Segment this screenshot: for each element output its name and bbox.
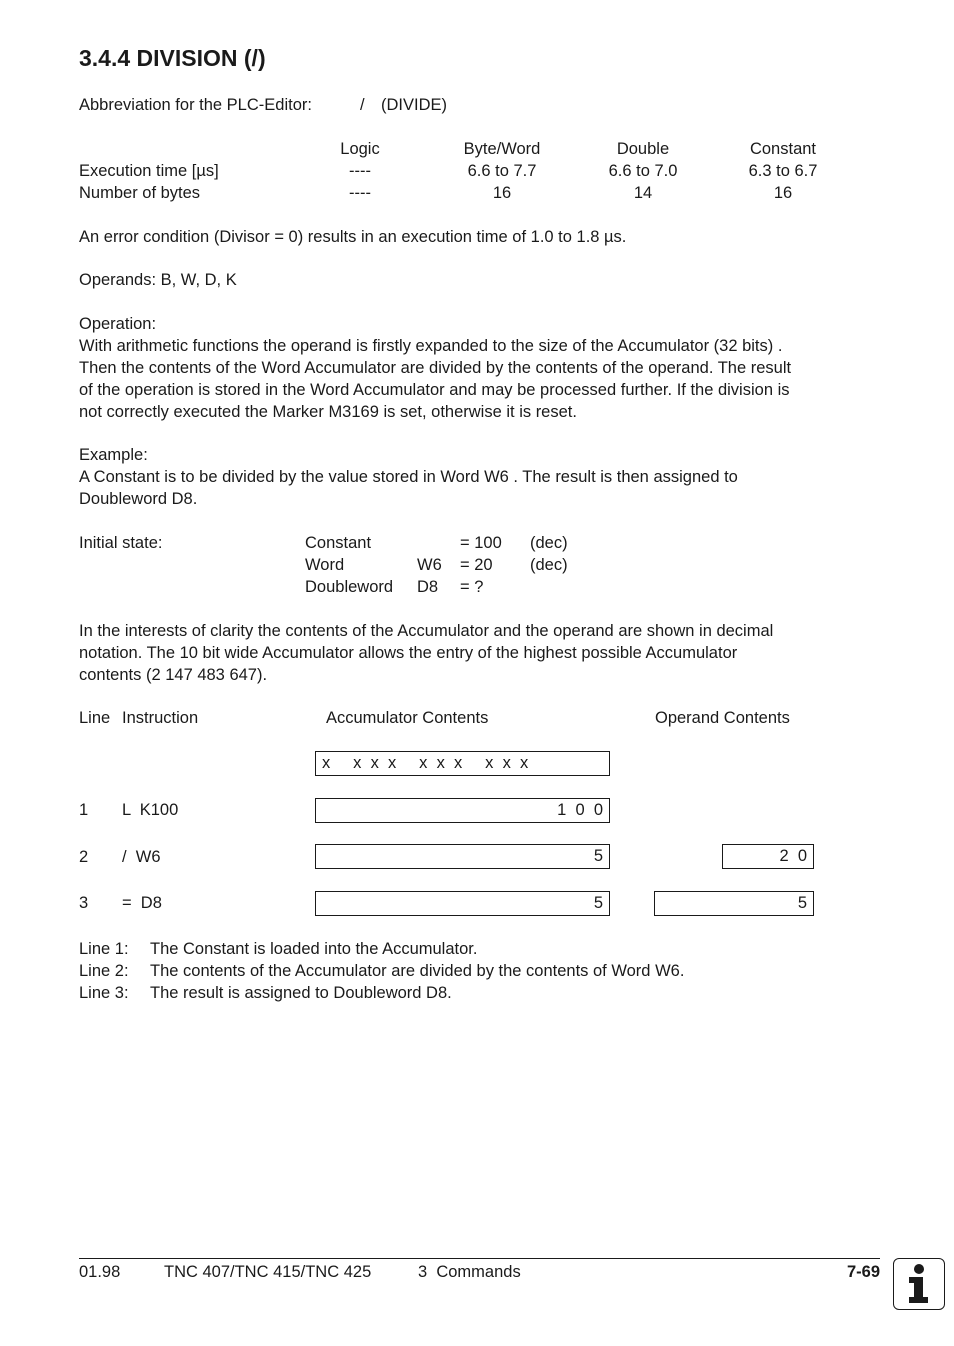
initial-state-name: Constant (305, 534, 372, 552)
initial-state-value: = ? (460, 578, 484, 596)
operand-box (654, 891, 814, 916)
accumulator-box (315, 798, 610, 823)
operation-line: of the operation is stored in the Word Accumulator and may be processed further. If the division is (79, 381, 790, 399)
accumulator-box (315, 891, 610, 916)
clarity-line: In the interests of clarity the contents of the Accumulator and the operand are shown in decimal (79, 622, 774, 640)
footer-chapter: 3 Commands (418, 1263, 521, 1281)
abbrev-symbol: / (360, 96, 365, 114)
example-line: A Constant is to be divided by the value stored in Word W6 . The result is then assigned to (79, 468, 738, 486)
note-label: Line 3: (79, 984, 129, 1002)
diagram-instruction: = D8 (122, 894, 162, 912)
timing-cell: 6.6 to 7.0 (608, 162, 678, 180)
initial-state-name: Doubleword (305, 578, 394, 596)
timing-row-label: Execution time [µs] (79, 162, 219, 180)
operand-box (722, 844, 814, 869)
accumulator-value: 5 (593, 847, 603, 865)
note-label: Line 1: (79, 940, 129, 958)
timing-cell: 16 (492, 184, 512, 202)
initial-state-value: = 100 (460, 534, 502, 552)
footer-date: 01.98 (79, 1263, 121, 1281)
initial-state-unit: (dec) (530, 556, 568, 574)
diagram-line-number: 3 (79, 894, 89, 912)
timing-header-constant: Constant (749, 140, 817, 158)
operands-text: Operands: B, W, D, K (79, 271, 237, 289)
diagram-instruction: L K100 (122, 801, 179, 819)
accumulator-value: 1 0 0 (557, 801, 603, 819)
diagram-line-number: 1 (79, 801, 89, 819)
footer-models: TNC 407/TNC 415/TNC 425 (164, 1263, 372, 1281)
timing-cell: 14 (633, 184, 653, 202)
clarity-line: notation. The 10 bit wide Accumulator allows the entry of the highest possible Accumulator (79, 644, 738, 662)
diagram-instruction: / W6 (122, 848, 161, 866)
info-icon (893, 1258, 945, 1310)
initial-state-label: Initial state: (79, 534, 163, 552)
section-title: 3.4.4 DIVISION (/) (79, 45, 266, 71)
operand-value: 5 (797, 894, 807, 912)
operation-line: With arithmetic functions the operand is firstly expanded to the size of the Accumulator (32 bits) . (79, 337, 783, 355)
info-icon-glyph (894, 1259, 943, 1308)
initial-state-value: = 20 (460, 556, 493, 574)
accumulator-box (315, 844, 610, 869)
timing-row-label: Number of bytes (79, 184, 201, 202)
footer-rule (79, 1258, 880, 1259)
operation-paragraph (79, 313, 879, 423)
example-paragraph (79, 444, 879, 510)
accumulator-value: 5 (593, 894, 603, 912)
error-text: An error condition (Divisor = 0) results in an execution time of 1.0 to 1.8 µs. (79, 228, 627, 246)
timing-cell: ---- (349, 184, 371, 202)
diagram-header-accumulator: Accumulator Contents (326, 709, 489, 727)
note-text: The contents of the Accumulator are divided by the contents of Word W6. (150, 962, 685, 980)
note-text: The result is assigned to Doubleword D8. (150, 984, 452, 1002)
timing-cell: ---- (349, 162, 371, 180)
footer-page-number: 7-69 (846, 1263, 880, 1281)
diagram-header-instruction: Instruction (122, 709, 199, 727)
initial-state-unit: (dec) (530, 534, 568, 552)
note-text: The Constant is loaded into the Accumulator. (150, 940, 478, 958)
operand-value: 2 0 (779, 847, 807, 865)
diagram-line-number: 2 (79, 848, 89, 866)
abbrev-label: Abbreviation for the PLC-Editor: (79, 96, 312, 114)
accumulator-pattern-box (315, 751, 610, 776)
example-line: Doubleword D8. (79, 490, 198, 508)
timing-header-logic: Logic (340, 140, 380, 158)
timing-cell: 6.6 to 7.7 (467, 162, 537, 180)
clarity-line: contents (2 147 483 647). (79, 666, 268, 684)
accumulator-pattern: x x x x x x x x x x (322, 754, 529, 772)
timing-header-byteword: Byte/Word (463, 140, 541, 158)
example-heading: Example: (79, 446, 148, 464)
operation-line: Then the contents of the Word Accumulator are divided by the contents of the operand. The result (79, 359, 792, 377)
initial-state-name: Word (305, 556, 345, 574)
diagram-header-operand: Operand Contents (655, 709, 790, 727)
note-label: Line 2: (79, 962, 129, 980)
diagram-header-line: Line (79, 709, 111, 727)
timing-cell: 16 (773, 184, 793, 202)
timing-header-double: Double (616, 140, 670, 158)
operation-heading: Operation: (79, 315, 157, 333)
initial-state-operand: W6 (417, 556, 442, 574)
operation-line: not correctly executed the Marker M3169 is set, otherwise it is reset. (79, 403, 577, 421)
abbrev-name: (DIVIDE) (381, 96, 447, 114)
clarity-paragraph (79, 620, 879, 686)
timing-cell: 6.3 to 6.7 (748, 162, 818, 180)
initial-state-operand: D8 (417, 578, 439, 596)
